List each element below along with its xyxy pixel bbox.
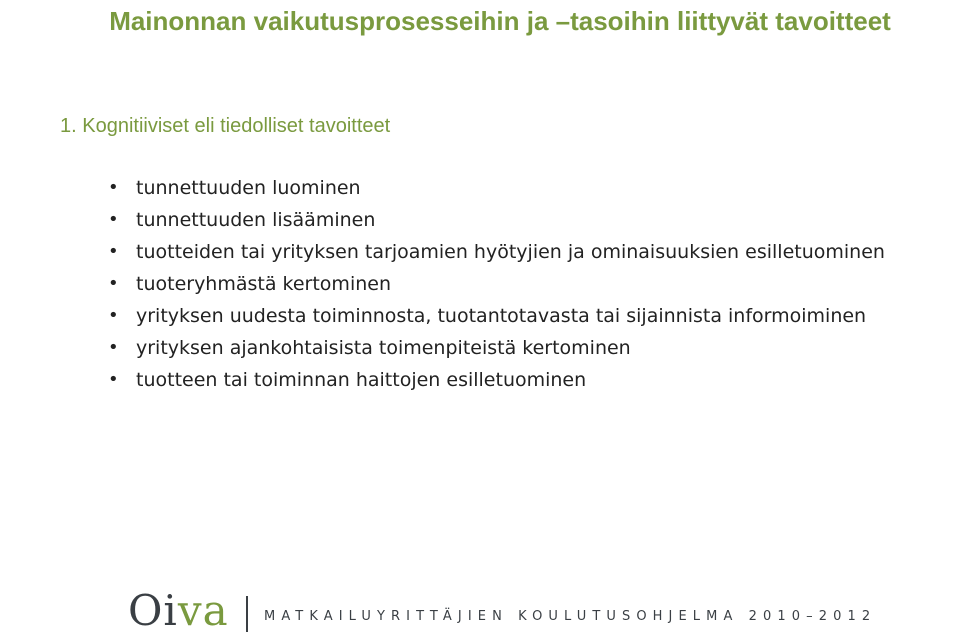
list-item: • tuotteen tai toiminnan haittojen esilletuominen bbox=[108, 364, 885, 396]
section-heading: 1. Kognitiiviset eli tiedolliset tavoitteet bbox=[60, 115, 391, 137]
slide-title: Mainonnan vaikutusprosesseihin ja –tasoihin liittyvät tavoitteet bbox=[109, 6, 891, 36]
logo-accent-text: va bbox=[177, 586, 229, 635]
list-item: • tunnettuuden lisääminen bbox=[108, 204, 885, 236]
program-name: MATKAILUYRITTÄJIEN KOULUTUSOHJELMA 2010–2012 bbox=[264, 609, 877, 624]
list-item: • tuotteiden tai yrityksen tarjoamien hyötyjien ja ominaisuuksien esilletuominen bbox=[108, 236, 885, 268]
oiva-logo bbox=[128, 588, 229, 634]
bullet-list bbox=[108, 172, 885, 396]
logo-main-text: Oi bbox=[128, 586, 178, 635]
list-item: • tunnettuuden luominen bbox=[108, 172, 885, 204]
list-item: • yrityksen uudesta toiminnosta, tuotantotavasta tai sijainnista informoiminen bbox=[108, 300, 885, 332]
list-item: • tuoteryhmästä kertominen bbox=[108, 268, 885, 300]
list-item: • yrityksen ajankohtaisista toimenpiteistä kertominen bbox=[108, 332, 885, 364]
footer bbox=[128, 588, 928, 634]
footer-divider bbox=[246, 596, 248, 632]
